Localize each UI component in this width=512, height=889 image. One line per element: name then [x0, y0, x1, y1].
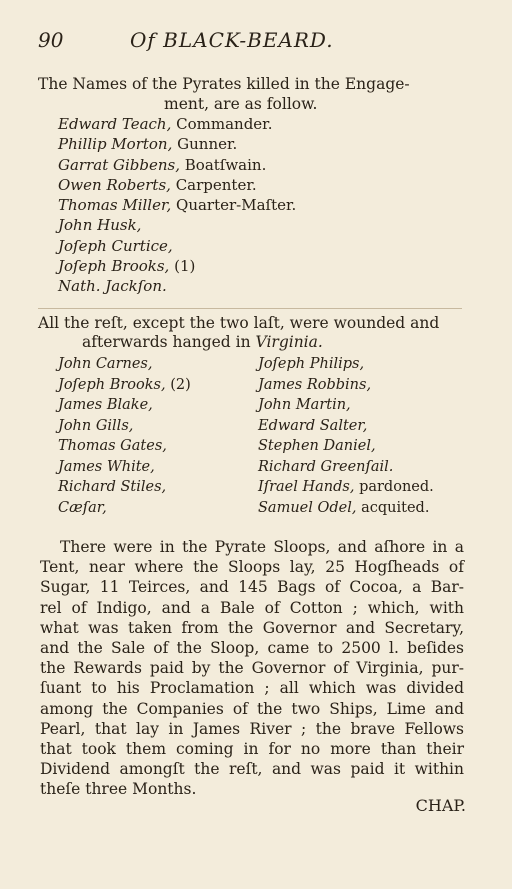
running-head: Of BLACK-BEARD.	[130, 28, 334, 52]
wounded-heading-line-1: All the reſt, except the two laſt, were wounded and	[38, 314, 440, 332]
wounded-note: pardoned.	[354, 479, 434, 495]
wounded-item	[58, 477, 191, 498]
killed-name: Edward Teach,	[58, 115, 172, 133]
wounded-name: John Carnes,	[58, 356, 153, 372]
wounded-item	[58, 375, 191, 396]
wounded-item	[258, 375, 434, 396]
catchword: CHAP.	[415, 796, 466, 815]
killed-role: Carpenter.	[170, 175, 257, 194]
wounded-name: Edward Salter,	[258, 417, 368, 434]
wounded-column-right	[258, 354, 434, 518]
page-header	[38, 28, 478, 54]
killed-role: Quarter-Maſter.	[171, 196, 297, 215]
killed-heading	[38, 74, 462, 114]
killed-heading-line-1: The Names of the Pyrates killed in the Engage-	[38, 75, 410, 93]
wounded-item	[258, 477, 434, 498]
killed-item	[58, 256, 458, 276]
paragraph-line: theſe three Months.	[40, 780, 197, 799]
wounded-item	[58, 457, 191, 478]
wounded-name: Richard Greenſail.	[258, 458, 394, 475]
wounded-name: John Martin,	[258, 397, 351, 413]
wounded-name: Richard Stiles,	[58, 479, 167, 495]
killed-name: Phillip Morton,	[58, 135, 173, 154]
killed-name: John Husk,	[58, 216, 142, 235]
wounded-item	[258, 436, 434, 457]
wounded-name: Samuel Odel,	[258, 499, 357, 516]
body-paragraph	[40, 537, 464, 800]
wounded-item	[258, 395, 434, 416]
wounded-name: Thomas Gates,	[58, 438, 167, 454]
paragraph-line: Sugar, 11 Teirces, and 145 Bags of Cocoa, a Bar-	[40, 578, 464, 597]
paragraph-line: what was taken from the Governor and Secretary,	[40, 618, 464, 637]
wounded-name: James Robbins,	[258, 376, 372, 393]
wounded-column-left	[58, 354, 191, 518]
killed-name: Owen Roberts,	[58, 175, 171, 194]
wounded-note: acquited.	[356, 499, 430, 516]
wounded-item	[58, 436, 191, 457]
wounded-item	[58, 354, 191, 375]
killed-item	[58, 155, 458, 175]
wounded-heading-place: Virginia.	[255, 333, 323, 351]
killed-role: Commander.	[171, 115, 273, 133]
section-divider	[38, 308, 462, 309]
paragraph-line: and the Sale of the Sloop, came to 2500 l. beſides	[40, 639, 464, 658]
killed-role: Gunner.	[172, 135, 238, 154]
wounded-note: (2)	[165, 376, 191, 393]
killed-list	[58, 114, 458, 297]
wounded-item	[58, 498, 191, 519]
killed-name: Garrat Gibbens,	[58, 155, 180, 174]
killed-name: Thomas Miller,	[58, 196, 172, 215]
wounded-item	[58, 416, 191, 437]
wounded-name: Joſeph Brooks,	[58, 376, 166, 393]
paragraph-line: ſuant to his Proclamation ; all which was divided	[40, 679, 464, 698]
wounded-name: John Gills,	[58, 417, 134, 434]
killed-role: (1)	[169, 257, 196, 276]
killed-name: Joſeph Brooks,	[58, 257, 170, 276]
killed-heading-line-2: ment, are as follow.	[164, 95, 318, 113]
wounded-item	[258, 416, 434, 437]
killed-item	[58, 134, 458, 154]
wounded-item	[258, 457, 434, 478]
paragraph-line: among the Companies of the two Ships, Lime and	[40, 699, 464, 718]
wounded-item	[58, 395, 191, 416]
page-number: 90	[38, 28, 64, 52]
paragraph-line: rel of Indigo, and a Bale of Cotton ; which, with	[40, 598, 464, 617]
wounded-name: Cæſar,	[58, 499, 107, 516]
paragraph-line: Dividend amongſt the reſt, and was paid it within	[40, 760, 464, 779]
killed-item	[58, 236, 458, 256]
wounded-heading-text: afterwards hanged in	[82, 333, 256, 351]
wounded-name: Joſeph Philips,	[258, 356, 365, 372]
wounded-heading-line-2	[38, 333, 462, 352]
paragraph-line: Pearl, that lay in James River ; the brave Fellows	[40, 719, 464, 738]
wounded-name: James White,	[58, 458, 155, 475]
paragraph-line: Tent, near where the Sloops lay, 25 Hogſheads of	[40, 558, 464, 577]
wounded-name: Iſrael Hands,	[258, 479, 355, 495]
killed-item	[58, 215, 458, 235]
killed-name: Nath. Jackſon.	[58, 277, 167, 296]
killed-role: Boatſwain.	[180, 155, 267, 174]
wounded-heading	[38, 314, 462, 352]
wounded-item	[258, 498, 434, 519]
paragraph-line: that took them coming in for no more than their	[40, 740, 464, 759]
killed-item	[58, 276, 458, 296]
killed-item	[58, 114, 458, 134]
killed-item	[58, 195, 458, 215]
killed-name: Joſeph Curtice,	[58, 236, 173, 255]
wounded-name: James Blake,	[58, 397, 153, 413]
paragraph-line: There were in the Pyrate Sloops, and aſhore in a	[60, 538, 464, 556]
wounded-name: Stephen Daniel,	[258, 438, 376, 454]
killed-item	[58, 175, 458, 195]
paragraph-line: the Rewards paid by the Governor of Virginia, pur-	[40, 659, 464, 678]
wounded-item	[258, 354, 434, 375]
